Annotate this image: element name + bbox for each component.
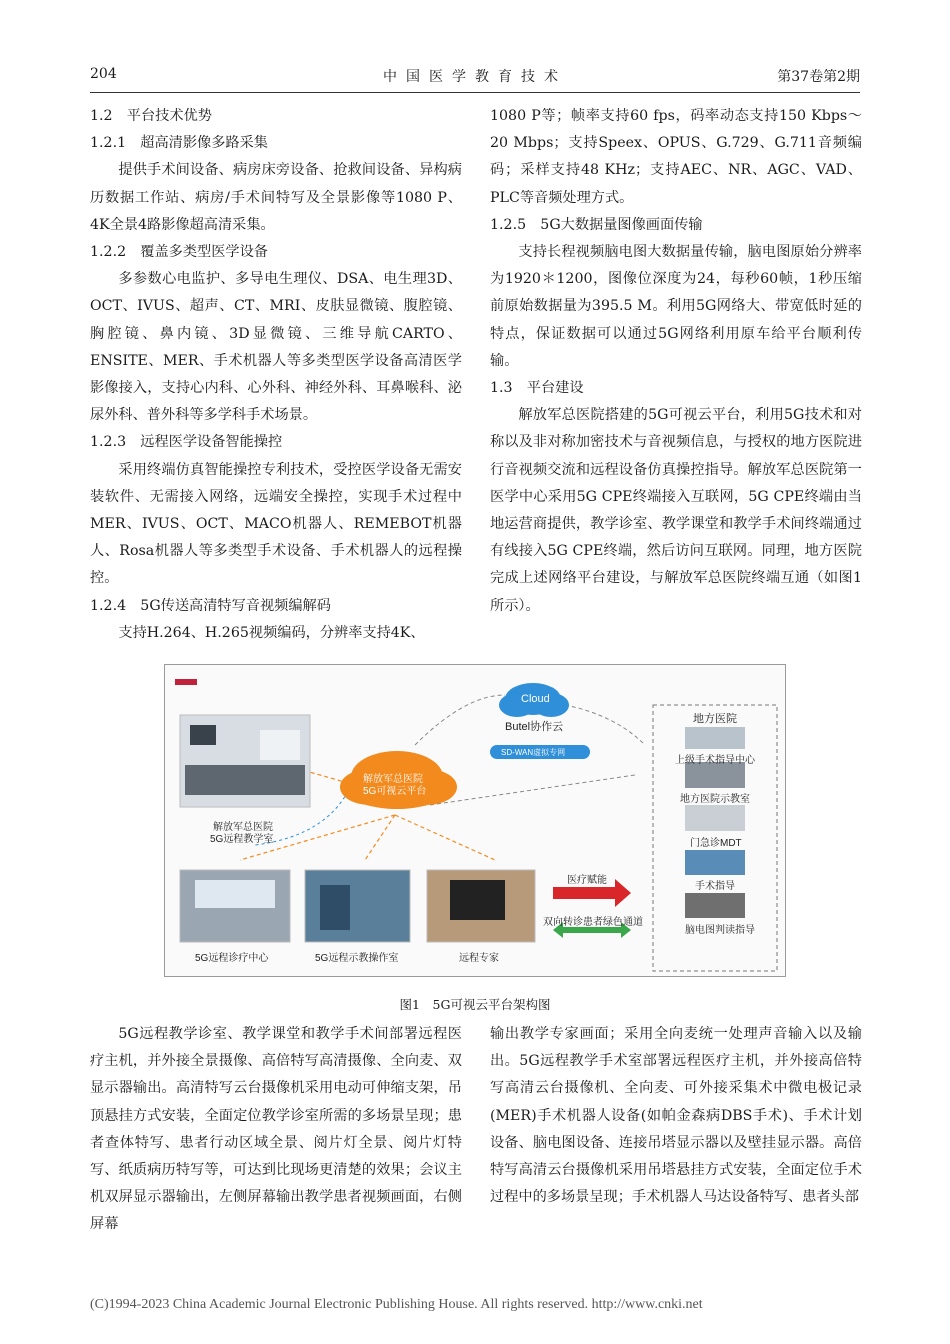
section-heading: 1.2.5 5G大数据量图像画面传输 bbox=[490, 216, 703, 233]
header-rule bbox=[90, 92, 860, 93]
volume-issue: 第37卷第2期 bbox=[777, 69, 860, 85]
section-heading: 1.2.3 远程医学设备智能操控 bbox=[90, 434, 283, 451]
section-heading: 1.2.2 覆盖多类型医学设备 bbox=[90, 244, 268, 261]
paragraph: 1080 P等；帧率支持60 fps，码率动态支持150 Kbps～20 Mbps；支持Speex、OPUS、G.729、G.711音频编码；采样支持48 KHz；支持AEC、NR、AGC、VAD、PLC等音频处理方式。 bbox=[490, 108, 862, 206]
cloud-name: Butel协作云 bbox=[505, 721, 564, 733]
local-item-1: 上级手术指导中心 bbox=[675, 755, 755, 766]
local-item-2: 地方医院示教室 bbox=[680, 794, 750, 805]
center-cloud-line2: 5G可视云平台 bbox=[363, 786, 427, 797]
bottom-label-2: 5G远程示教操作室 bbox=[315, 953, 399, 964]
paragraph: 输出教学专家画面；采用全向麦统一处理声音输入以及输出。5G远程教学手术室部署远程医疗主机，并外接高倍特写高清云台摄像机、全向麦、可外接采集术中微电极记录(MER)手术机器人设备(如帕金森病DBS手术)、手术计划设备、脑电图设备、连接吊塔显示器以及壁挂显示器。高倍特写高清云台摄像机采用吊塔悬挂方式安装，全面定位手术过程中的多场景呈现；手术机器人马达设备特写、患者头部 bbox=[490, 1026, 862, 1206]
copyright-footer: (C)1994-2023 China Academic Journal Electronic Publishing House. All rights reserved. http://www.cnki.net bbox=[90, 1297, 703, 1312]
paragraph: 采用终端仿真智能操控专利技术，受控医学设备无需安装软件、无需接入网络，远端安全操控，实现手术过程中MER、IVUS、OCT、MACO机器人、REMEBOT机器人、Rosa机器人等多类型手术设备、手术机器人的远程操控。 bbox=[90, 461, 462, 587]
right-photo-4 bbox=[685, 850, 745, 875]
paragraph: 多参数心电监护、多导电生理仪、DSA、电生理3D、OCT、IVUS、超声、CT、MRI、皮肤显微镜、腹腔镜、胸腔镜、鼻内镜、3D显微镜、三维导航CARTO、ENSITE、MER、手术机器人等多类型医学设备高清医学影像接入，支持心内科、心外科、神经外科、耳鼻喉科、泌尿外科、普外科等多学科手术场景。 bbox=[90, 271, 462, 424]
bottom-label-3: 远程专家 bbox=[459, 953, 499, 964]
figure-caption: 图1 5G可视云平台架构图 bbox=[399, 997, 551, 1012]
bottom-right-column bbox=[490, 1021, 862, 1211]
arrow-label: 医疗赋能 bbox=[567, 875, 607, 886]
page-header bbox=[90, 66, 860, 90]
local-item-5: 脑电图判读指导 bbox=[685, 925, 755, 936]
paragraph: 提供手术间设备、病房床旁设备、抢救间设备、异构病历数据工作站、病房/手术间特写及全景影像等1080 P、4K全景4路影像超高清采集。 bbox=[90, 162, 462, 233]
local-item-3: 门急诊MDT bbox=[690, 838, 742, 849]
local-hospital-title: 地方医院 bbox=[693, 713, 737, 725]
section-heading: 1.2.1 超高清影像多路采集 bbox=[90, 135, 268, 152]
right-column bbox=[490, 103, 862, 620]
paragraph: 5G远程教学诊室、教学课堂和教学手术间部署远程医疗主机，并外接全景摄像、高倍特写高清摄像、全向麦、双显示器输出。高清特写云台摄像机采用电动可伸缩支架，吊顶悬挂方式安装，全面定位教学诊室所需的多场景呈现；患者查体特写、患者行动区域全景、阅片灯全景、阅片灯特写、纸质病历特写等，可达到比现场更清楚的效果；会议主机双屏显示器输出，左侧屏幕输出教学患者视频画面，右侧屏幕 bbox=[90, 1026, 462, 1233]
room-label-1: 解放军总医院 bbox=[213, 822, 273, 833]
left-column bbox=[90, 103, 462, 647]
cloud-label: Cloud bbox=[521, 693, 550, 705]
figure-1 bbox=[164, 664, 786, 977]
right-photo-1 bbox=[685, 727, 745, 749]
sdwan-label: SD-WAN虚拟专网 bbox=[501, 748, 566, 757]
section-heading: 1.3 平台建设 bbox=[490, 380, 584, 397]
section-heading: 1.2 平台技术优势 bbox=[90, 108, 212, 124]
green-channel-label: 双向转诊患者绿色通道 bbox=[543, 917, 643, 928]
journal-title: 中国医学教育技术 bbox=[383, 69, 567, 85]
local-item-4: 手术指导 bbox=[695, 881, 735, 892]
right-photo-3 bbox=[685, 805, 745, 831]
bottom-left-column bbox=[90, 1021, 462, 1239]
paragraph: 支持长程视频脑电图大数据量传输，脑电图原始分辨率为1920＊1200，图像位深度为24，每秒60帧，1秒压缩前原始数据量为395.5 M。利用5G网络大、带宽低时延的特点，保证数据可以通过5G网络利用原车给平台顺利传输。 bbox=[490, 244, 862, 369]
section-heading: 1.2.4 5G传送高清特写音视频编解码 bbox=[90, 597, 331, 614]
room-label-2: 5G远程教学室 bbox=[210, 834, 274, 845]
center-cloud-line1: 解放军总医院 bbox=[363, 774, 423, 785]
page-number: 204 bbox=[90, 66, 117, 82]
paragraph: 解放军总医院搭建的5G可视云平台，利用5G技术和对称以及非对称加密技术与音视频信息，与授权的地方医院进行音视频交流和远程设备仿真操控指导。解放军总医院第一医学中心采用5G CPE终端接入互联网，5G CPE终端由当地运营商提供，教学诊室、教学课堂和教学手术间终端通过有线接入5G CPE终端，然后访问互联网。同理，地方医院完成上述网络平台建设，与解放军总医院终端互通（如图1所示）。 bbox=[490, 407, 862, 614]
right-photo-5 bbox=[685, 893, 745, 918]
paragraph: 支持H.264、H.265视频编码，分辨率支持4K、 bbox=[118, 624, 425, 641]
bottom-label-1: 5G远程诊疗中心 bbox=[195, 953, 269, 964]
